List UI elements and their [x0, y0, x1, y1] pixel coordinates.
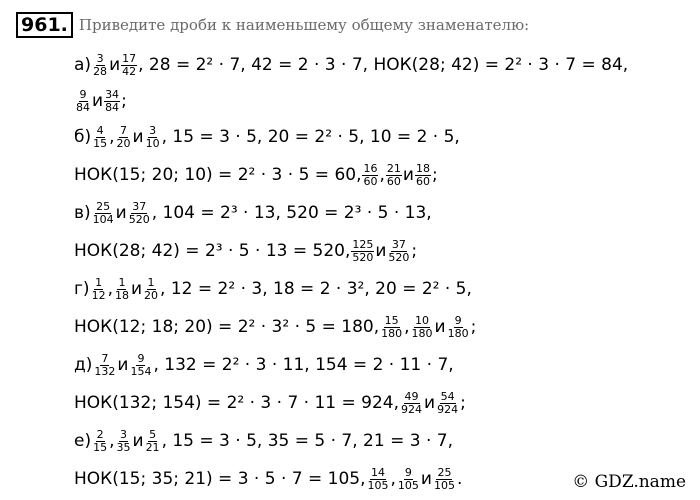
fraction-denominator: 18 — [114, 288, 129, 302]
fraction — [397, 467, 420, 492]
fraction-numerator: 16 — [363, 161, 378, 175]
fraction-numerator: 1 — [147, 275, 155, 289]
fraction-denominator: 42 — [122, 64, 137, 78]
fraction — [362, 163, 378, 188]
fraction-numerator: 125 — [352, 237, 374, 251]
fraction-numerator: 18 — [415, 161, 430, 175]
fraction — [114, 277, 130, 302]
fraction-numerator: 37 — [391, 237, 406, 251]
fraction — [116, 125, 132, 150]
math-text: и — [132, 127, 144, 147]
fraction-denominator: 180 — [411, 326, 433, 340]
fraction-denominator: 924 — [401, 402, 423, 416]
math-text: , — [107, 279, 113, 299]
fraction — [116, 429, 132, 454]
fraction — [145, 125, 161, 150]
math-text: , — [109, 127, 115, 147]
math-text: и — [420, 469, 432, 489]
math-text: е) — [74, 431, 92, 451]
math-text: и — [434, 317, 446, 337]
fraction — [380, 315, 403, 340]
fraction-denominator: 12 — [91, 288, 106, 302]
fraction-numerator: 25 — [96, 199, 111, 213]
math-text: ; — [431, 165, 438, 185]
solution-body — [74, 46, 684, 498]
fraction — [93, 353, 116, 378]
fraction-denominator: 84 — [76, 100, 90, 114]
math-text: и — [402, 165, 414, 185]
exercise-number: 961. — [16, 12, 73, 38]
solution-line — [74, 384, 684, 422]
fraction-denominator: 154 — [130, 364, 152, 378]
math-text: ; — [411, 241, 418, 261]
math-text: и — [115, 203, 127, 223]
fraction-denominator: 15 — [93, 136, 108, 150]
fraction-denominator: 10 — [145, 136, 160, 150]
math-text: ; — [470, 317, 477, 337]
fraction — [92, 201, 115, 226]
fraction — [433, 467, 456, 492]
fraction — [386, 163, 402, 188]
solution-line — [74, 422, 684, 460]
fraction-denominator: 35 — [116, 440, 131, 454]
fraction-denominator: 21 — [145, 440, 160, 454]
solution-line — [74, 118, 684, 156]
fraction — [92, 53, 108, 78]
fraction-denominator: 132 — [94, 364, 116, 378]
fraction — [92, 429, 108, 454]
fraction — [366, 467, 389, 492]
watermark: © GDZ.name — [572, 472, 686, 492]
solution-line — [74, 194, 684, 232]
solution-line — [74, 46, 684, 84]
solution-line — [74, 84, 684, 118]
fraction-numerator: 1 — [118, 275, 126, 289]
math-text: и — [92, 91, 104, 111]
fraction-denominator: 60 — [363, 174, 378, 188]
fraction-numerator: 10 — [415, 313, 430, 327]
fraction-numerator: 37 — [132, 199, 147, 213]
fraction-numerator: 54 — [440, 389, 455, 403]
fraction-denominator: 104 — [92, 212, 114, 226]
fraction — [143, 277, 159, 302]
fraction — [104, 89, 120, 114]
fraction-numerator: 9 — [137, 351, 145, 365]
math-text: , 15 = 3 · 5, 20 = 2² · 5, 10 = 2 · 5, — [161, 127, 460, 147]
fraction-denominator: 15 — [93, 440, 108, 454]
math-text: и — [117, 355, 129, 375]
fraction-denominator: 924 — [437, 402, 459, 416]
fraction — [415, 163, 431, 188]
fraction-denominator: 60 — [386, 174, 401, 188]
fraction-numerator: 49 — [404, 389, 419, 403]
fraction — [411, 315, 434, 340]
fraction — [436, 391, 459, 416]
fraction-numerator: 9 — [404, 465, 412, 479]
math-text: и — [132, 431, 144, 451]
fraction-denominator: 105 — [433, 478, 455, 492]
fraction-numerator: 7 — [101, 351, 109, 365]
fraction — [75, 89, 91, 114]
math-text: и — [424, 393, 436, 413]
fraction-numerator: 4 — [96, 123, 104, 137]
fraction-denominator: 84 — [105, 100, 120, 114]
fraction-denominator: 180 — [381, 326, 403, 340]
solution-line — [74, 156, 684, 194]
solution-line — [74, 308, 684, 346]
fraction — [400, 391, 423, 416]
fraction-numerator: 25 — [437, 465, 452, 479]
fraction-numerator: 21 — [386, 161, 401, 175]
fraction — [92, 125, 108, 150]
fraction-numerator: 2 — [96, 427, 104, 441]
math-text: , 15 = 3 · 5, 35 = 5 · 7, 21 = 3 · 7, — [161, 431, 453, 451]
fraction-numerator: 17 — [122, 51, 137, 65]
fraction — [128, 201, 151, 226]
fraction — [121, 53, 137, 78]
math-text: и — [109, 55, 121, 75]
math-text: НОК(15; 20; 10) = 2² · 3 · 5 = 60, — [74, 165, 362, 185]
math-text: , 132 = 2² · 3 · 11, 154 = 2 · 11 · 7, — [153, 355, 454, 375]
fraction — [129, 353, 152, 378]
fraction-numerator: 34 — [105, 87, 120, 101]
fraction-numerator: 3 — [96, 51, 104, 65]
math-text: а) — [74, 55, 92, 75]
math-text: , — [390, 469, 396, 489]
fraction — [145, 429, 161, 454]
fraction — [351, 239, 374, 264]
fraction-numerator: 14 — [370, 465, 385, 479]
fraction-denominator: 180 — [447, 326, 469, 340]
fraction-numerator: 9 — [454, 313, 462, 327]
math-text: НОК(132; 154) = 2² · 3 · 7 · 11 = 924, — [74, 393, 400, 413]
math-text: , 12 = 2² · 3, 18 = 2 · 3², 20 = 2² · 5, — [160, 279, 472, 299]
math-text: НОК(15; 35; 21) = 3 · 5 · 7 = 105, — [74, 469, 366, 489]
fraction-denominator: 20 — [116, 136, 131, 150]
fraction-denominator: 60 — [415, 174, 430, 188]
fraction-numerator: 3 — [120, 427, 127, 441]
math-text: в) — [74, 203, 91, 223]
fraction-denominator: 105 — [397, 478, 419, 492]
math-text: , 28 = 2² · 7, 42 = 2 · 3 · 7, НОК(28; 42) = 2² · 3 · 7 = 84, — [138, 55, 629, 75]
solution-line — [74, 346, 684, 384]
math-text: , — [379, 165, 385, 185]
math-text: г) — [74, 279, 90, 299]
math-text: НОК(28; 42) = 2³ · 5 · 13 = 520, — [74, 241, 351, 261]
solution-line — [74, 232, 684, 270]
math-text: ; — [121, 91, 127, 111]
fraction-numerator: 7 — [120, 123, 128, 137]
fraction-denominator: 520 — [388, 250, 410, 264]
fraction-numerator: 3 — [149, 123, 157, 137]
math-text: и — [130, 279, 143, 299]
fraction-denominator: 28 — [93, 64, 108, 78]
fraction-denominator: 20 — [144, 288, 159, 302]
math-text: и — [375, 241, 387, 261]
fraction-numerator: 1 — [95, 275, 103, 289]
math-text: , — [109, 431, 115, 451]
fraction — [447, 315, 470, 340]
solution-line — [74, 270, 684, 308]
math-text: . — [456, 469, 463, 489]
fraction-denominator: 520 — [128, 212, 150, 226]
math-text: , — [404, 317, 410, 337]
fraction-numerator: 5 — [149, 427, 157, 441]
exercise-header — [16, 12, 529, 38]
fraction — [91, 277, 107, 302]
fraction-denominator: 105 — [367, 478, 389, 492]
fraction — [387, 239, 410, 264]
math-text: , 104 = 2³ · 13, 520 = 2³ · 5 · 13, — [151, 203, 432, 223]
math-text: б) — [74, 127, 92, 147]
math-text: НОК(12; 18; 20) = 2² · 3² · 5 = 180, — [74, 317, 380, 337]
math-text: ; — [460, 393, 466, 413]
exercise-title: Приведите дроби к наименьшему общему знаменателю: — [78, 16, 530, 34]
math-text: д) — [74, 355, 93, 375]
fraction-numerator: 15 — [384, 313, 399, 327]
fraction-denominator: 520 — [352, 250, 374, 264]
fraction-numerator: 9 — [79, 87, 87, 101]
